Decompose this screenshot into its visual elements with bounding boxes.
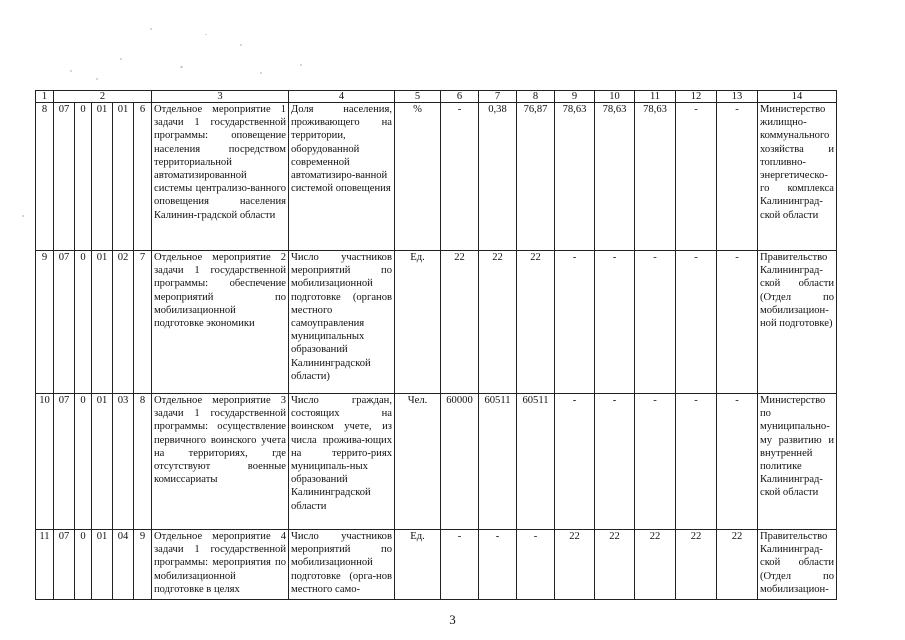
code-cell: 0 [75, 394, 92, 530]
code-cell: 8 [134, 394, 152, 530]
measure-cell: Отдельное мероприятие 4 задачи 1 государственной программы: мероприятия по мобилизационной подготовке в целях [152, 530, 289, 600]
value-cell: - [555, 251, 595, 394]
executor-cell: Правительство Калининград-ской области (Отдел по мобилизацион- [758, 530, 837, 600]
value-cell: 60511 [517, 394, 555, 530]
scan-speckle [260, 72, 262, 74]
value-cell: 22 [555, 530, 595, 600]
value-cell: 22 [441, 251, 479, 394]
scan-speckle [120, 58, 122, 60]
code-cell: 07 [54, 394, 75, 530]
header-cell: 10 [595, 91, 635, 103]
scan-speckle [240, 44, 242, 46]
code-cell: 03 [113, 394, 134, 530]
value-cell: 0,38 [479, 103, 517, 251]
table-row [36, 103, 837, 251]
code-cell: 01 [92, 394, 113, 530]
indicator-cell: Число участников мероприятий по мобилизационной подготовке (орга-нов местного само- [289, 530, 395, 600]
executor-cell: Министерство по муниципально-му развитию и внутренней политике Калининград-ской области [758, 394, 837, 530]
value-cell: - [595, 251, 635, 394]
scan-speckle [96, 78, 98, 80]
code-cell: 02 [113, 251, 134, 394]
value-cell: 22 [595, 530, 635, 600]
value-cell: - [555, 394, 595, 530]
value-cell: 60000 [441, 394, 479, 530]
value-cell: 78,63 [595, 103, 635, 251]
indicator-cell: Число граждан, состоящих на воинском учете, из числа прожива-ющих на террито-риях муниципаль-ных образований Калининградской области [289, 394, 395, 530]
header-cell: 9 [555, 91, 595, 103]
scan-speckle [205, 34, 207, 35]
value-cell: - [676, 103, 717, 251]
header-cell: 8 [517, 91, 555, 103]
value-cell: 22 [676, 530, 717, 600]
code-cell: 07 [54, 530, 75, 600]
value-cell: - [717, 251, 758, 394]
code-cell: 01 [92, 103, 113, 251]
header-cell: 6 [441, 91, 479, 103]
value-cell: - [635, 251, 676, 394]
code-cell: 7 [134, 251, 152, 394]
value-cell: 78,63 [635, 103, 676, 251]
value-cell: - [676, 394, 717, 530]
row-number: 11 [36, 530, 54, 600]
header-cell: 1 [36, 91, 54, 103]
row-number: 8 [36, 103, 54, 251]
column-number-row [36, 91, 837, 103]
table-row [36, 394, 837, 530]
code-cell: 04 [113, 530, 134, 600]
code-cell: 07 [54, 103, 75, 251]
unit-cell: Ед. [395, 251, 441, 394]
value-cell: 22 [517, 251, 555, 394]
header-cell: 14 [758, 91, 837, 103]
unit-cell: % [395, 103, 441, 251]
indicator-cell: Число участников мероприятий по мобилизационной подготовке (органов местного самоуправления муниципальных образований Калининградской области) [289, 251, 395, 394]
measure-cell: Отдельное мероприятие 1 задачи 1 государственной программы: оповещение населения посредством территориальной автоматизированной системы централизо-ванного оповещения населения Калинин-градской области [152, 103, 289, 251]
value-cell: - [517, 530, 555, 600]
value-cell: 76,87 [517, 103, 555, 251]
scan-speckle [300, 64, 302, 66]
code-cell: 0 [75, 530, 92, 600]
scan-speckle [180, 66, 183, 68]
header-cell: 13 [717, 91, 758, 103]
row-number: 10 [36, 394, 54, 530]
value-cell: - [717, 103, 758, 251]
value-cell: - [717, 394, 758, 530]
value-cell: 22 [479, 251, 517, 394]
header-cell: 5 [395, 91, 441, 103]
code-cell: 07 [54, 251, 75, 394]
value-cell: 22 [717, 530, 758, 600]
scan-speckle [22, 215, 24, 217]
page-number: 3 [449, 612, 456, 627]
scan-speckle [150, 28, 152, 30]
header-cell: 11 [635, 91, 676, 103]
unit-cell: Чел. [395, 394, 441, 530]
code-cell: 6 [134, 103, 152, 251]
program-measures-table [35, 90, 837, 600]
table-row [36, 530, 837, 600]
value-cell: - [479, 530, 517, 600]
value-cell: 60511 [479, 394, 517, 530]
header-cell: 7 [479, 91, 517, 103]
scan-speckle [70, 70, 72, 72]
value-cell: - [635, 394, 676, 530]
value-cell: - [595, 394, 635, 530]
code-cell: 0 [75, 103, 92, 251]
value-cell: - [676, 251, 717, 394]
measure-cell: Отдельное мероприятие 2 задачи 1 государственной программы: обеспечение мероприятий по мобилизационной подготовке экономики [152, 251, 289, 394]
header-cell: 4 [289, 91, 395, 103]
value-cell: - [441, 103, 479, 251]
header-cell: 2 [54, 91, 152, 103]
indicator-cell: Доля населения, проживающего на территории, оборудованной современной автоматизиро-ванной системой оповещения [289, 103, 395, 251]
executor-cell: Министерство жилищно-коммунального хозяйства и топливно-энергетическо-го комплекса Калининград-ской области [758, 103, 837, 251]
unit-cell: Ед. [395, 530, 441, 600]
code-cell: 01 [92, 530, 113, 600]
table-row [36, 251, 837, 394]
executor-cell: Правительство Калининград-ской области (Отдел по мобилизацион-ной подготовке) [758, 251, 837, 394]
row-number: 9 [36, 251, 54, 394]
header-cell: 12 [676, 91, 717, 103]
value-cell: 78,63 [555, 103, 595, 251]
code-cell: 0 [75, 251, 92, 394]
value-cell: - [441, 530, 479, 600]
measure-cell: Отдельное мероприятие 3 задачи 1 государственной программы: осуществление первичного воинского учета на территориях, где отсутствуют военные комиссариаты [152, 394, 289, 530]
code-cell: 9 [134, 530, 152, 600]
header-cell: 3 [152, 91, 289, 103]
value-cell: 22 [635, 530, 676, 600]
code-cell: 01 [92, 251, 113, 394]
code-cell: 01 [113, 103, 134, 251]
